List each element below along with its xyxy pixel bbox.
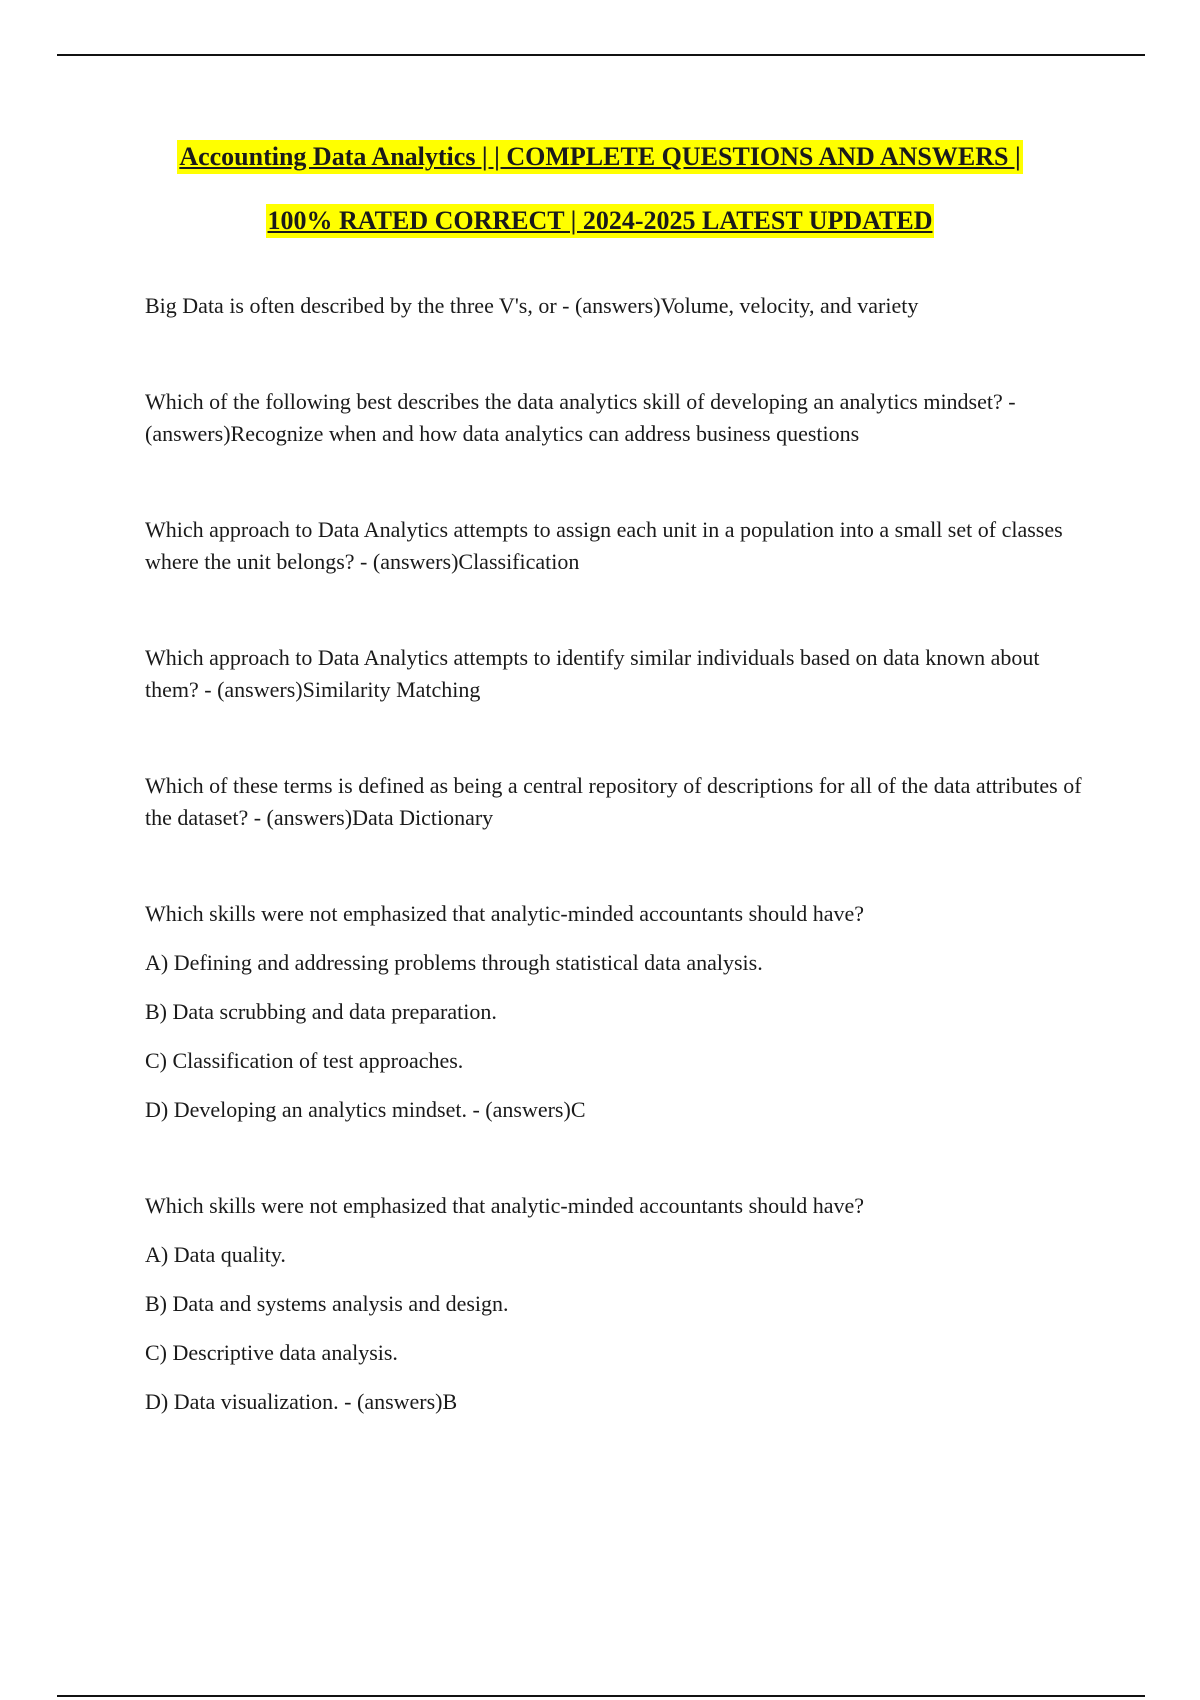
- document-body: [145, 290, 1095, 1482]
- multiple-choice-question: [145, 1190, 1095, 1418]
- title-line-2: 100% RATED CORRECT | 2024-2025 LATEST UPDATED: [266, 204, 935, 238]
- question-text: Which skills were not emphasized that analytic-minded accountants should have?: [145, 1193, 865, 1218]
- multiple-choice-question: [145, 898, 1095, 1126]
- option-d: D) Data visualization. - (answers)B: [145, 1389, 458, 1414]
- question-text: Which skills were not emphasized that analytic-minded accountants should have?: [145, 901, 865, 926]
- option-b: B) Data scrubbing and data preparation.: [145, 999, 497, 1024]
- option-d: D) Developing an analytics mindset. - (answers)C: [145, 1097, 586, 1122]
- qa-item: Which approach to Data Analytics attempts to assign each unit in a population into a small set of classes where the unit belongs? - (answers)Classification: [145, 517, 1063, 574]
- option-c: C) Descriptive data analysis.: [145, 1340, 398, 1365]
- option-a: A) Data quality.: [145, 1242, 286, 1267]
- option-a: A) Defining and addressing problems through statistical data analysis.: [145, 950, 763, 975]
- qa-item: Big Data is often described by the three V's, or - (answers)Volume, velocity, and variety: [145, 293, 919, 318]
- option-c: C) Classification of test approaches.: [145, 1048, 464, 1073]
- title-line-1: Accounting Data Analytics | | COMPLETE QUESTIONS AND ANSWERS |: [177, 140, 1022, 174]
- option-b: B) Data and systems analysis and design.: [145, 1291, 509, 1316]
- bottom-rule: [57, 1695, 1145, 1697]
- top-rule: [57, 54, 1145, 56]
- qa-item: Which of these terms is defined as being a central repository of descriptions for all of the data attributes of the dataset? - (answers)Data Dictionary: [145, 773, 1082, 830]
- qa-item: Which of the following best describes the data analytics skill of developing an analytics mindset? - (answers)Recognize when and how data analytics can address business questions: [145, 389, 1016, 446]
- qa-item: Which approach to Data Analytics attempts to identify similar individuals based on data known about them? - (answers)Similarity Matching: [145, 645, 1040, 702]
- document-title: [0, 140, 1200, 238]
